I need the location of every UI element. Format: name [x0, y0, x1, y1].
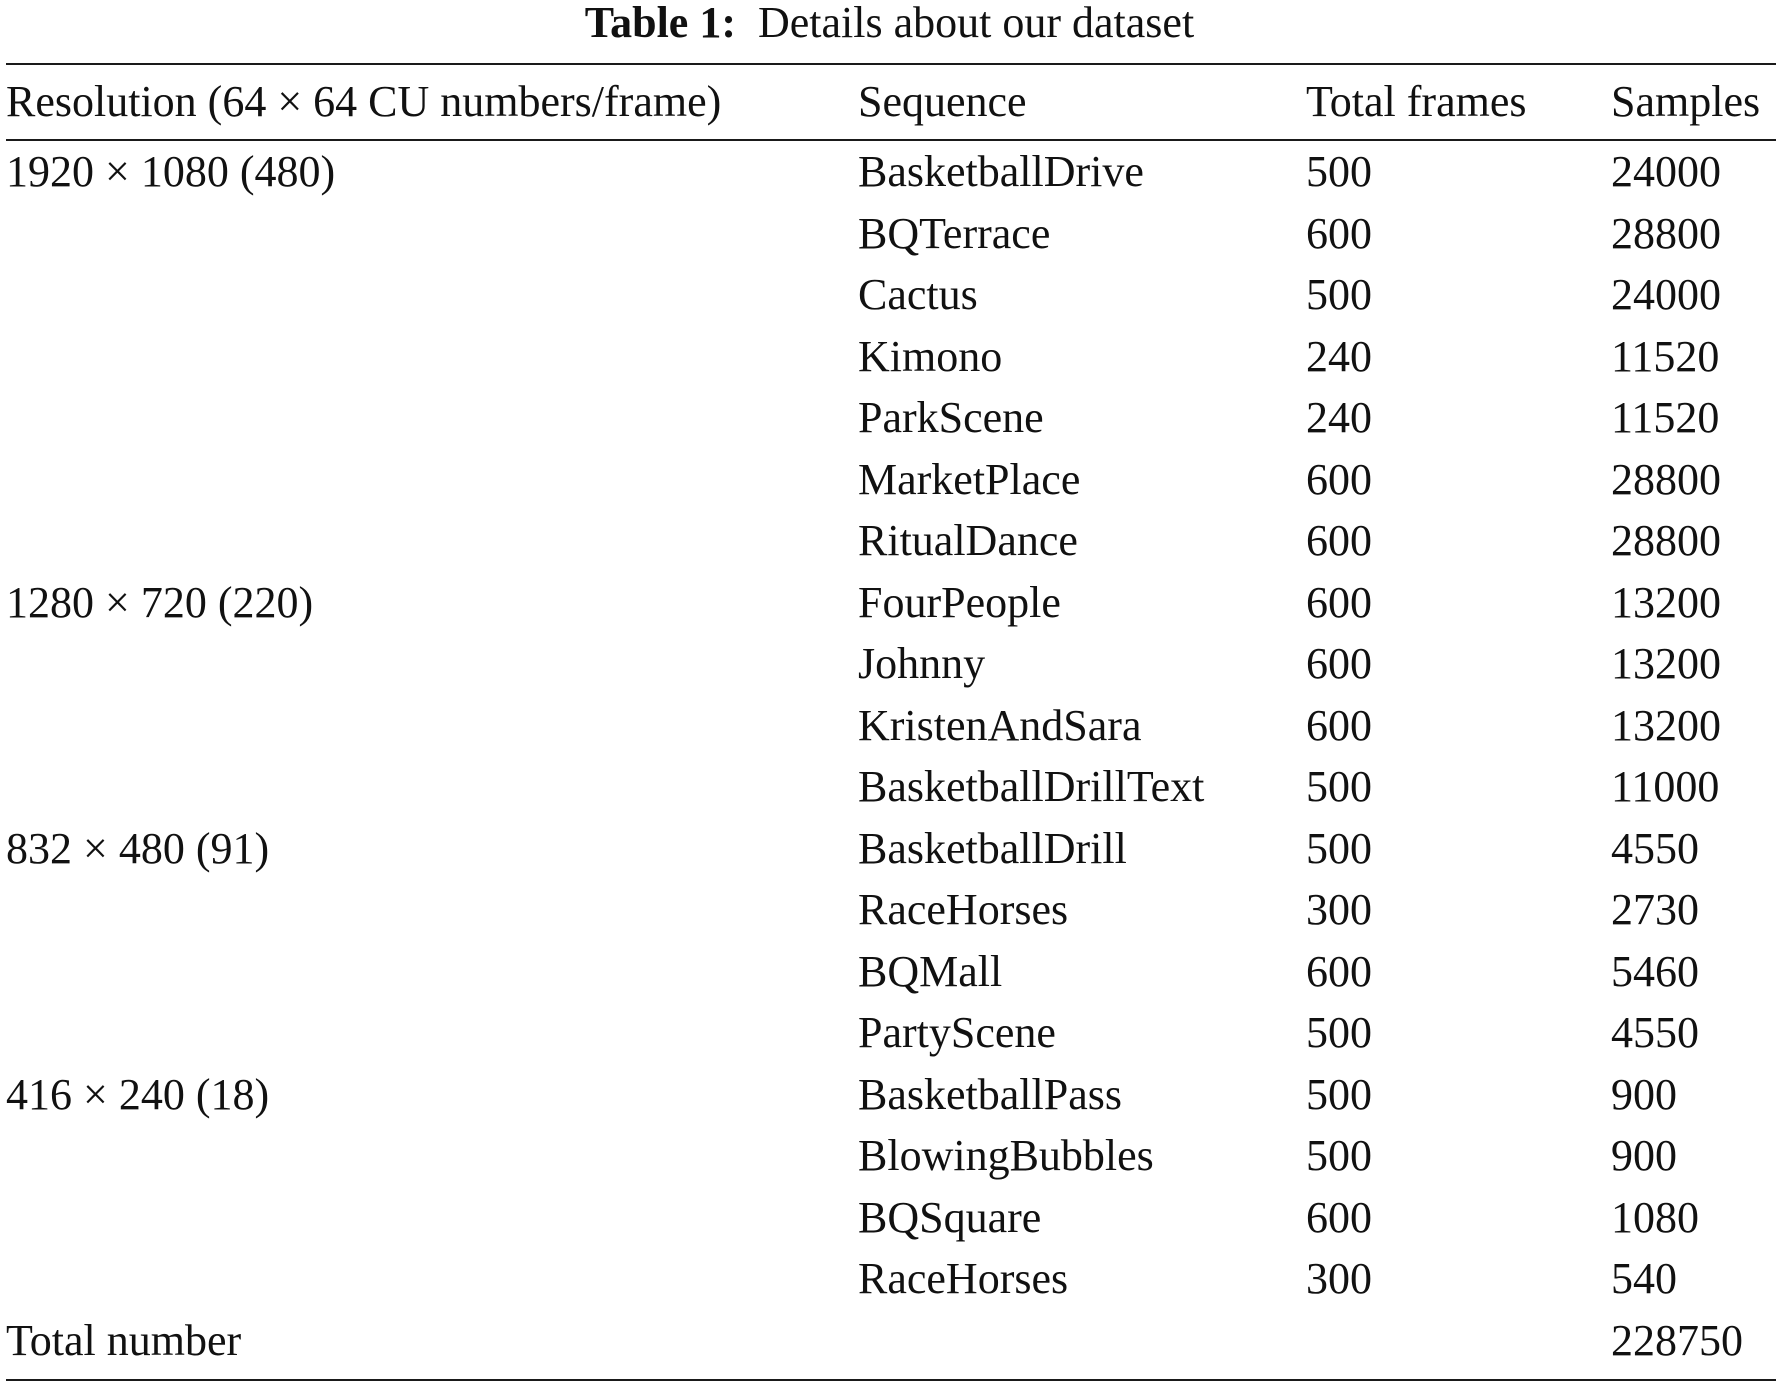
sequence-cell: BasketballDrive: [858, 147, 1144, 196]
resolution-cell: [6, 704, 858, 766]
table-row: [6, 273, 1776, 335]
resolution-cell: 416 × 240 (18): [6, 1069, 270, 1119]
table-row: [6, 581, 1776, 643]
sequence-cell: FourPeople: [858, 577, 1061, 627]
samples-cell: 13200: [1611, 700, 1721, 750]
table-row: [6, 950, 1776, 1012]
table-row: [6, 765, 1776, 827]
samples-cell: 13200: [1611, 639, 1721, 688]
frames-cell: 240: [1306, 331, 1372, 381]
table-row: [6, 642, 1776, 704]
header-total-frames: Total frames: [1306, 77, 1527, 126]
samples-cell: 11520: [1611, 331, 1720, 381]
samples-cell: 11520: [1611, 393, 1720, 442]
sequence-cell: ParkScene: [858, 393, 1044, 442]
table-row: [6, 150, 1776, 212]
total-sequence-cell: [858, 1319, 1306, 1381]
resolution-cell: [6, 212, 858, 274]
resolution-cell: [6, 458, 858, 520]
samples-cell: 900: [1611, 1131, 1677, 1180]
frames-cell: 240: [1306, 393, 1372, 442]
sequence-cell: BasketballDrill: [858, 823, 1127, 873]
frames-cell: 500: [1306, 762, 1372, 811]
samples-cell: 11000: [1611, 762, 1720, 811]
resolution-cell: 1920 × 1080 (480): [6, 147, 336, 196]
sequence-cell: BlowingBubbles: [858, 1131, 1154, 1180]
frames-cell: 600: [1306, 639, 1372, 688]
table-row: [6, 1257, 1776, 1319]
total-frames-cell: [1306, 1319, 1611, 1381]
frames-cell: 600: [1306, 1192, 1372, 1242]
table-row: [6, 704, 1776, 766]
table-row: [6, 1011, 1776, 1073]
resolution-cell: [6, 519, 858, 581]
table-row: [6, 1073, 1776, 1135]
sequence-cell: KristenAndSara: [858, 700, 1142, 750]
frames-cell: 500: [1306, 1131, 1372, 1180]
samples-cell: 4550: [1611, 823, 1699, 873]
sequence-cell: PartyScene: [858, 1008, 1056, 1057]
sequence-cell: BasketballDrillText: [858, 762, 1205, 811]
frames-cell: 600: [1306, 946, 1372, 996]
samples-cell: 4550: [1611, 1008, 1699, 1057]
table-row: [6, 335, 1776, 397]
samples-cell: 540: [1611, 1254, 1677, 1303]
frames-cell: 600: [1306, 516, 1372, 565]
resolution-cell: [6, 765, 858, 827]
frames-cell: 300: [1306, 1254, 1372, 1303]
sequence-cell: BasketballPass: [858, 1069, 1122, 1119]
samples-cell: 5460: [1611, 946, 1699, 996]
samples-cell: 28800: [1611, 454, 1721, 504]
resolution-cell: [6, 273, 858, 335]
table-row: [6, 519, 1776, 581]
table-row: [6, 827, 1776, 889]
sequence-cell: Kimono: [858, 331, 1003, 381]
table-row: [6, 212, 1776, 274]
header-resolution: Resolution (64 × 64 CU numbers/frame): [6, 77, 722, 126]
sequence-cell: RitualDance: [858, 516, 1078, 565]
sequence-cell: MarketPlace: [858, 454, 1081, 504]
resolution-cell: 832 × 480 (91): [6, 823, 270, 873]
samples-cell: 28800: [1611, 208, 1721, 258]
table-caption-text: Details about our dataset: [757, 0, 1195, 47]
sequence-cell: BQMall: [858, 946, 1003, 996]
samples-cell: 24000: [1611, 147, 1721, 196]
resolution-cell: [6, 1011, 858, 1073]
resolution-cell: [6, 335, 858, 397]
resolution-cell: [6, 888, 858, 950]
dataset-table: [6, 66, 1776, 1380]
samples-cell: 13200: [1611, 577, 1721, 627]
frames-cell: 500: [1306, 270, 1372, 319]
resolution-cell: [6, 396, 858, 458]
samples-cell: 28800: [1611, 516, 1721, 565]
frames-cell: 300: [1306, 885, 1372, 934]
frames-cell: 500: [1306, 1008, 1372, 1057]
table-caption: [0, 0, 1779, 52]
table-row: [6, 888, 1776, 950]
sequence-cell: RaceHorses: [858, 1254, 1069, 1303]
table-row: [6, 1134, 1776, 1196]
table-caption-label: Table 1:: [584, 0, 736, 47]
resolution-cell: [6, 1257, 858, 1319]
samples-cell: 2730: [1611, 885, 1699, 934]
header-sequence: Sequence: [858, 77, 1027, 126]
sequence-cell: BQTerrace: [858, 208, 1051, 258]
table-row: [6, 1196, 1776, 1258]
resolution-cell: [6, 642, 858, 704]
frames-cell: 600: [1306, 577, 1372, 627]
header-row: [6, 66, 1776, 140]
frames-cell: 600: [1306, 700, 1372, 750]
table-row: [6, 458, 1776, 520]
sequence-cell: BQSquare: [858, 1192, 1042, 1242]
samples-cell: 900: [1611, 1069, 1677, 1119]
header-samples: Samples: [1611, 77, 1761, 126]
frames-cell: 500: [1306, 823, 1372, 873]
total-samples: 228750: [1611, 1315, 1743, 1365]
top-rule: [6, 63, 1776, 65]
frames-cell: 500: [1306, 147, 1372, 196]
samples-cell: 24000: [1611, 270, 1721, 319]
samples-cell: 1080: [1611, 1192, 1699, 1242]
resolution-cell: [6, 950, 858, 1012]
sequence-cell: Cactus: [858, 270, 978, 319]
sequence-cell: RaceHorses: [858, 885, 1069, 934]
frames-cell: 500: [1306, 1069, 1372, 1119]
frames-cell: 600: [1306, 454, 1372, 504]
resolution-cell: 1280 × 720 (220): [6, 577, 314, 627]
frames-cell: 600: [1306, 208, 1372, 258]
sequence-cell: Johnny: [858, 639, 986, 688]
total-row: [6, 1319, 1776, 1381]
total-label: Total number: [6, 1315, 242, 1365]
resolution-cell: [6, 1134, 858, 1196]
resolution-cell: [6, 1196, 858, 1258]
table-row: [6, 396, 1776, 458]
